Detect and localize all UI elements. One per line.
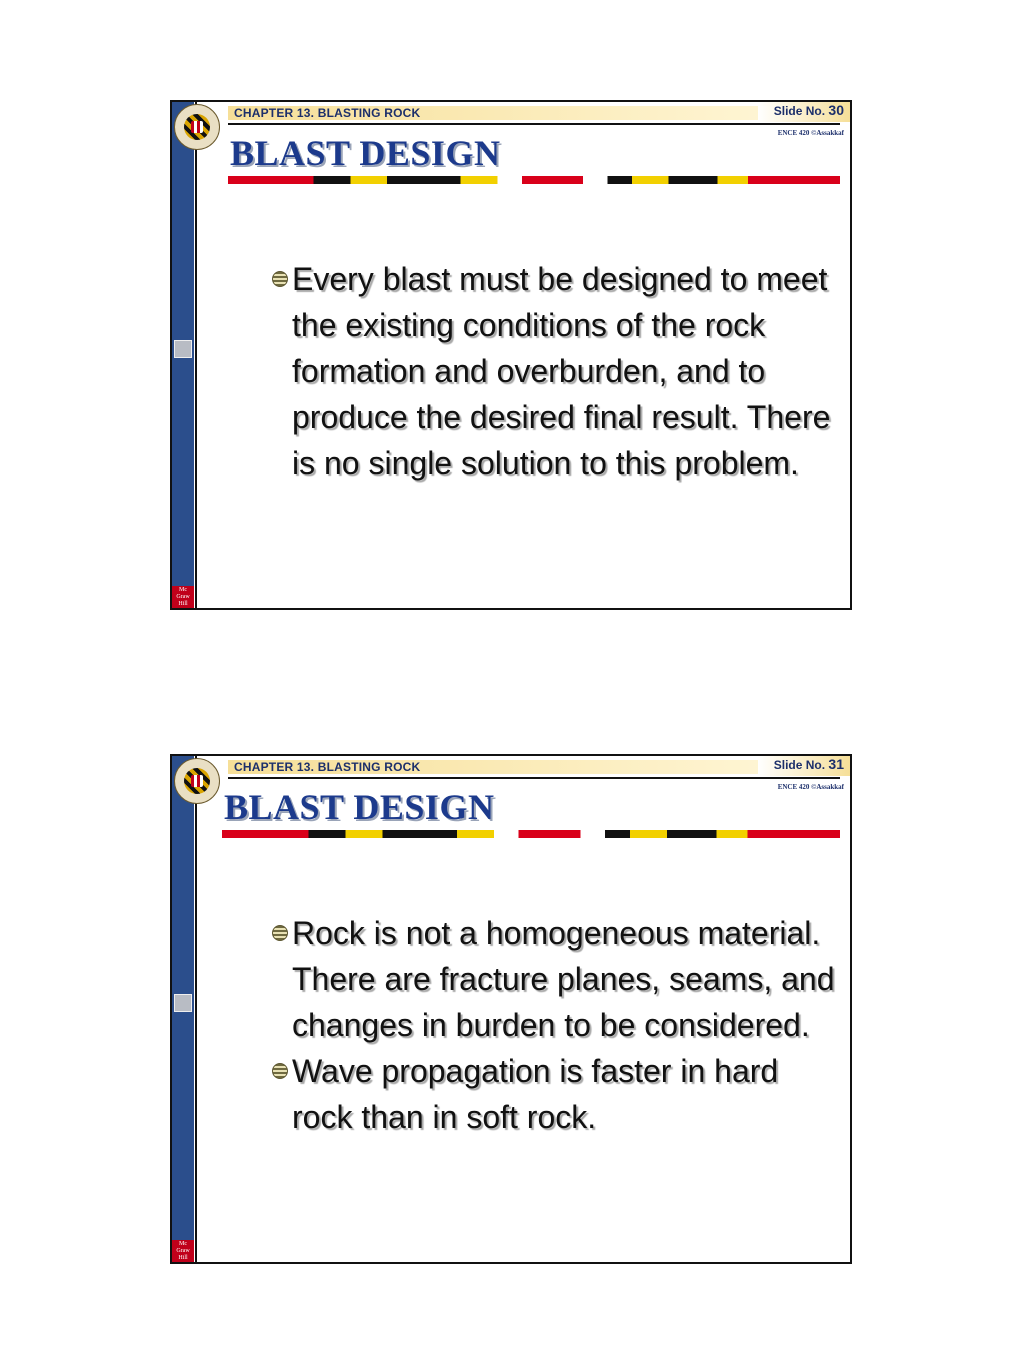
slide-number-value: 31 xyxy=(828,756,844,772)
course-label: ENCE 420 ©Assakkaf xyxy=(777,129,844,137)
header-underline xyxy=(228,123,840,125)
bullet-text: Rock is not a homogeneous material. There are fracture planes, seams, and changes in burden to be considered. xyxy=(292,915,835,1043)
title-stripe xyxy=(222,830,840,838)
sidebar-icon xyxy=(174,994,192,1012)
bullet-icon xyxy=(272,1063,288,1079)
bullet-list xyxy=(272,910,842,1140)
chapter-label: CHAPTER 13. BLASTING ROCK xyxy=(234,760,421,774)
publisher-logo: Mc Graw Hill xyxy=(172,586,194,608)
slide-number-value: 30 xyxy=(828,102,844,118)
slide-title: BLAST DESIGN xyxy=(230,133,501,173)
bullet-item xyxy=(272,910,842,1048)
title-stripe xyxy=(228,176,840,184)
slide-number-label: Slide No. xyxy=(773,104,826,118)
bullet-icon xyxy=(272,925,288,941)
slide-title: BLAST DESIGN xyxy=(224,787,495,827)
slide-31 xyxy=(170,754,852,1264)
slide-number-label: Slide No. xyxy=(773,758,826,772)
bullet-icon xyxy=(272,271,288,287)
course-label: ENCE 420 ©Assakkaf xyxy=(777,783,844,791)
header-underline xyxy=(228,777,840,779)
sidebar-icon xyxy=(174,340,192,358)
bullet-list xyxy=(272,256,842,486)
university-seal-icon xyxy=(174,758,220,804)
sidebar-divider xyxy=(195,756,197,1262)
bullet-text: Every blast must be designed to meet the existing conditions of the rock formation and overburden, and to produce the desired final result. There is no single solution to this problem. xyxy=(292,261,831,481)
bullet-text: Wave propagation is faster in hard rock than in soft rock. xyxy=(292,1053,779,1135)
sidebar-divider xyxy=(195,102,197,608)
slide-number xyxy=(774,102,844,118)
slide-30 xyxy=(170,100,852,610)
chapter-label: CHAPTER 13. BLASTING ROCK xyxy=(234,106,421,120)
bullet-item xyxy=(272,1048,842,1140)
bullet-item xyxy=(272,256,842,486)
university-seal-icon xyxy=(174,104,220,150)
publisher-logo: Mc Graw Hill xyxy=(172,1240,194,1262)
slide-number xyxy=(774,756,844,772)
